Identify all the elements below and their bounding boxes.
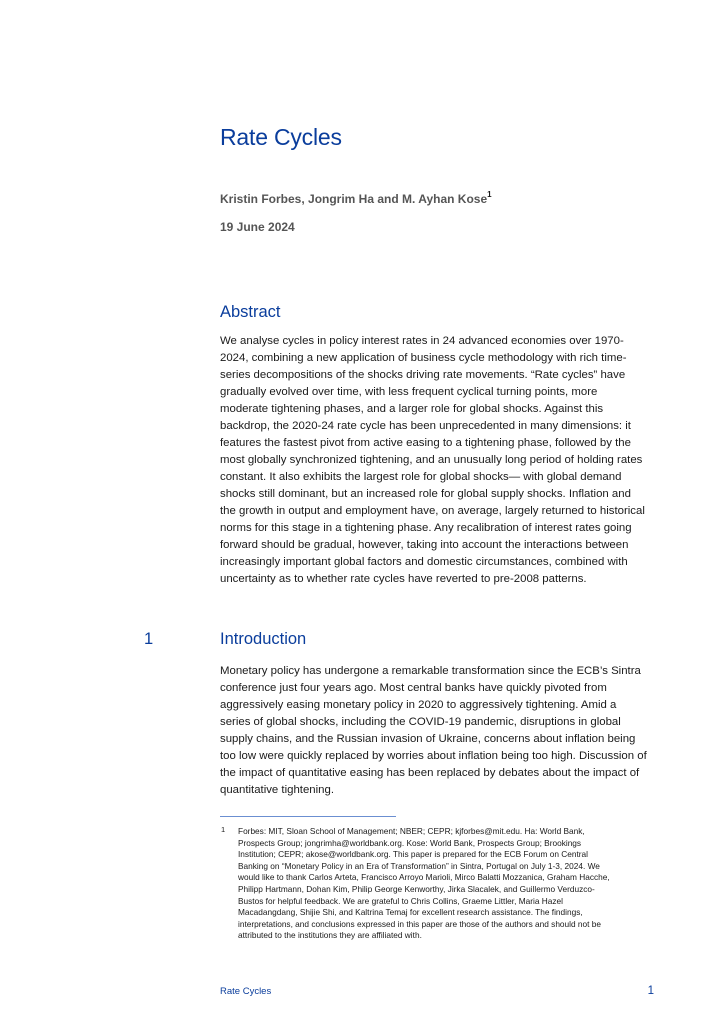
introduction-line: quantitative tightening. bbox=[220, 784, 334, 796]
footnote-line: would like to thank Carlos Arteta, Francisco Arroyo Marioli, Mirco Balatti Mozzanica, Graham Hacche, bbox=[238, 872, 610, 883]
page-number: 1 bbox=[647, 985, 654, 997]
footnote-line: interpretations, and conclusions expressed in this paper are those of the authors and should not be bbox=[238, 918, 601, 929]
introduction-line: supply chains, and the Russian invasion of Ukraine, concerns about inflation being bbox=[220, 733, 636, 745]
abstract-line: gradually evolved over time, with less frequent cyclical turning points, more bbox=[220, 386, 598, 398]
abstract-line: uncertainty as to whether rate cycles have reverted to pre-2008 patterns. bbox=[220, 573, 587, 585]
author-footnote-mark[interactable]: 1 bbox=[487, 190, 492, 199]
footnote-line: Macadangdang, Shijie Shi, and Kaltrina Temaj for excellent research assistance. The findings, bbox=[238, 907, 583, 918]
paper-title: Rate Cycles bbox=[220, 124, 342, 150]
abstract-line: constant. It also exhibits the largest role for global shocks— with global demand bbox=[220, 471, 622, 483]
author-list bbox=[220, 191, 492, 206]
abstract-line: series decompositions of the shocks driving rate movements. “Rate cycles” have bbox=[220, 369, 626, 381]
footnote-line: Banking on “Monetary Policy in an Era of Transformation” in Sintra, Portugal on July 1-3, 2024. We bbox=[238, 860, 600, 871]
introduction-line: series of global shocks, including the COVID-19 pandemic, disruptions in global bbox=[220, 716, 621, 728]
introduction-line: the impact of quantitative easing has been replaced by debates about the impact of bbox=[220, 767, 640, 779]
introduction-paragraph bbox=[220, 663, 660, 799]
abstract-line: the growth in output and employment have, on average, largely returned to historical bbox=[220, 505, 645, 517]
introduction-line: conference just four years ago. Most central banks have quickly pivoted from bbox=[220, 682, 607, 694]
introduction-line: aggressively easing monetary policy in 2020 to aggressively tightening. Amid a bbox=[220, 699, 617, 711]
footnote-text bbox=[238, 826, 658, 942]
abstract-line: 2024, combining a new application of business cycle methodology with rich time- bbox=[220, 352, 627, 364]
abstract-line: backdrop, the 2020-24 rate cycle has been unprecedented in many dimensions: it bbox=[220, 420, 631, 432]
footnote-line: Institution; CEPR; akose@worldbank.org. This paper is prepared for the ECB Forum on Central bbox=[238, 849, 588, 860]
footnote-line: Bustos for helpful feedback. We are grateful to Chris Collins, Graeme Littler, Maria Hazel bbox=[238, 895, 563, 906]
abstract-line: shocks still dominant, but an increased role for global supply shocks. Inflation and bbox=[220, 488, 631, 500]
footnote-line: attributed to the institutions they are affiliated with. bbox=[238, 930, 422, 941]
footnote-line: Philipp Hartmann, Dohan Kim, Philip George Kenworthy, Jirka Slacalek, and Guillermo Verduzco- bbox=[238, 883, 595, 894]
footnote-divider bbox=[220, 816, 396, 817]
footnote-line: Prospects Group; jongrimha@worldbank.org. Kose: World Bank, Prospects Group; Brookings bbox=[238, 837, 582, 848]
section-number: 1 bbox=[144, 630, 154, 648]
author-names: Kristin Forbes, Jongrim Ha and M. Ayhan Kose bbox=[220, 192, 488, 206]
abstract-line: norms for this stage in a tightening phase. Any recalibration of interest rates going bbox=[220, 522, 632, 534]
abstract-line: We analyse cycles in policy interest rates in 24 advanced economies over 1970- bbox=[220, 335, 624, 347]
abstract-line: moderate tightening phases, and a larger role for global shocks. Against this bbox=[220, 403, 604, 415]
abstract-line: features the fastest pivot from active easing to a tightening phase, followed by the bbox=[220, 437, 631, 449]
publication-date: 19 June 2024 bbox=[220, 220, 295, 234]
running-footer-title: Rate Cycles bbox=[220, 986, 272, 997]
abstract-paragraph bbox=[220, 333, 660, 588]
introduction-heading: Introduction bbox=[220, 630, 307, 648]
footnote-number: 1 bbox=[221, 825, 226, 834]
footnote-line: Forbes: MIT, Sloan School of Management; NBER; CEPR; kjforbes@mit.edu. Ha: World Bank, bbox=[238, 826, 585, 836]
abstract-line: most globally synchronized tightening, and an unusually long period of holding rates bbox=[220, 454, 643, 466]
abstract-heading: Abstract bbox=[220, 303, 281, 321]
introduction-line: too low were quickly replaced by worries about inflation being too high. Discussion of bbox=[220, 750, 647, 762]
abstract-line: forward should be gradual, however, taking into account the interactions between bbox=[220, 539, 629, 551]
introduction-line: Monetary policy has undergone a remarkable transformation since the ECB’s Sintra bbox=[220, 665, 641, 677]
abstract-line: increasingly important global factors and domestic circumstances, combined with bbox=[220, 556, 628, 568]
